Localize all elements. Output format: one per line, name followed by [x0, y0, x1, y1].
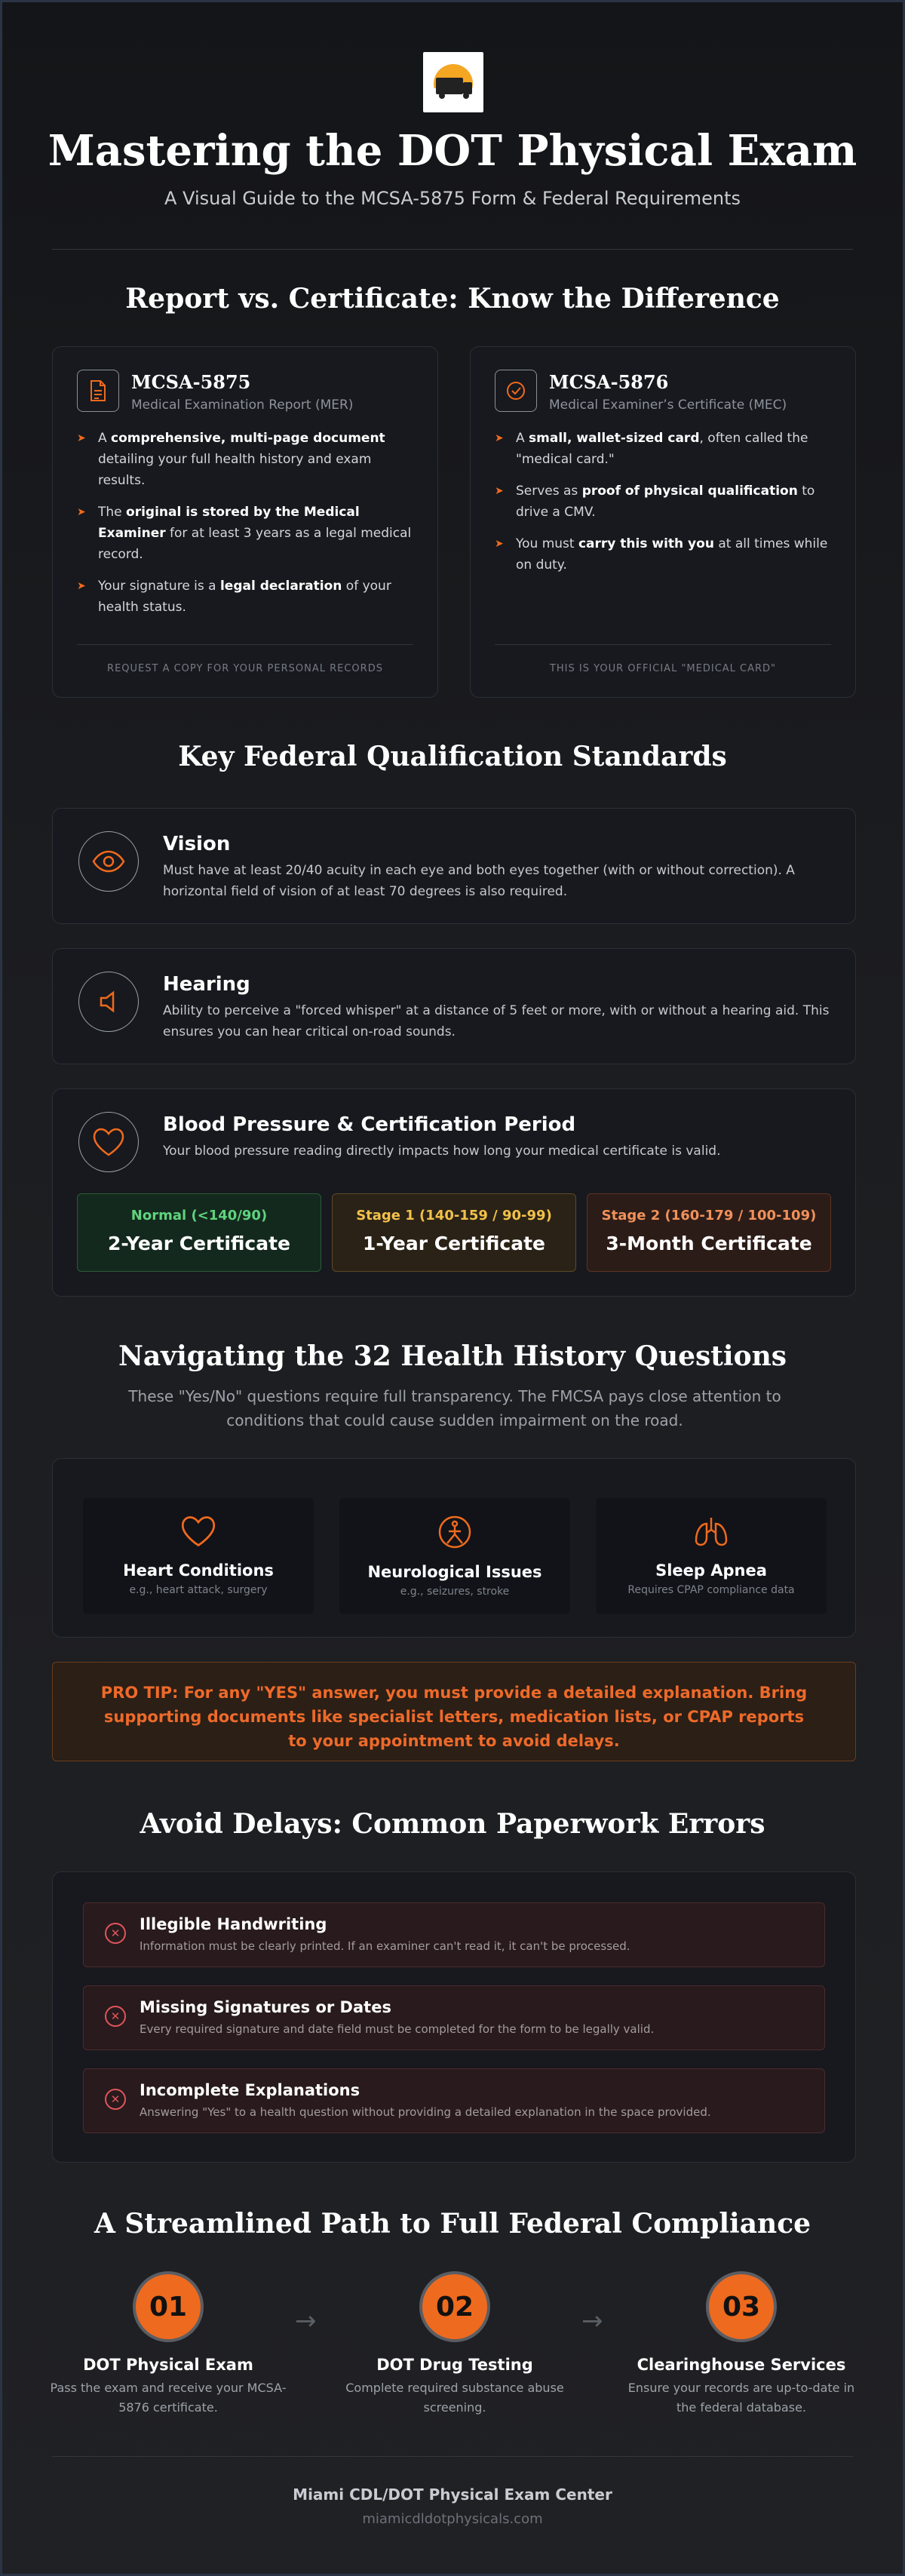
step-clearinghouse [621, 2271, 862, 2418]
error-description: Answering "Yes" to a health question without providing a detailed explanation in the space provided. [140, 2105, 711, 2119]
condition-neurological [339, 1498, 570, 1614]
report-card [52, 346, 438, 698]
blood-pressure-card [52, 1088, 856, 1297]
heart-icon [78, 1112, 139, 1172]
check-badge-icon [495, 370, 537, 412]
error-item-explanations [83, 2068, 825, 2133]
close-circle-icon: ✕ [105, 2006, 126, 2027]
eye-icon [78, 831, 139, 892]
error-description: Information must be clearly printed. If an examiner can't read it, it can't be processed. [140, 1939, 630, 1953]
certificate-bullet: ➤ You must carry this with you at all times while on duty. [495, 533, 831, 576]
page-subtitle: A Visual Guide to the MCSA-5875 Form & Federal Requirements [164, 188, 741, 209]
condition-subtitle: Requires CPAP compliance data [627, 1584, 795, 1596]
pro-tip-callout: PRO TIP: For any "YES" answer, you must provide a detailed explanation. Bring supporting documents like specialist letters, medication lists, or CPAP reports to your appointment to avoid delays. [52, 1662, 856, 1761]
truck-sunset-logo [423, 52, 483, 112]
bp-level-stage2 [587, 1193, 831, 1272]
section-title-path: A Streamlined Path to Full Federal Compliance [94, 2208, 811, 2240]
page-title: Mastering the DOT Physical Exam [48, 126, 857, 176]
condition-title: Heart Conditions [123, 1561, 274, 1580]
person-circle-icon [339, 1515, 570, 1552]
report-form-name: MCSA-5875 [131, 371, 251, 393]
condition-subtitle: e.g., seizures, stroke [400, 1586, 510, 1598]
section-title-comparison: Report vs. Certificate: Know the Difference [125, 283, 780, 315]
errors-panel [52, 1871, 856, 2163]
footer-website-link[interactable]: miamicdldotphysicals.com [362, 2511, 543, 2527]
error-title: Illegible Handwriting [140, 1915, 327, 1933]
step-description: Pass the exam and receive your MCSA-5876 certificate. [50, 2381, 287, 2415]
error-title: Missing Signatures or Dates [140, 1998, 391, 2016]
section-title-errors: Avoid Delays: Common Paperwork Errors [140, 1808, 765, 1840]
bp-level-certificate: 2-Year Certificate [107, 1233, 291, 1254]
report-bullet: ➤ A comprehensive, multi-page document detailing your full health history and exam results. [77, 428, 413, 491]
step-number: 03 [706, 2271, 777, 2342]
arrow-right-icon: → [581, 2306, 603, 2336]
section-title-standards: Key Federal Qualification Standards [178, 741, 727, 772]
bp-level-label: Normal (<140/90) [130, 1208, 268, 1224]
condition-heart [83, 1498, 314, 1614]
vision-title: Vision [163, 833, 231, 855]
step-title: DOT Drug Testing [376, 2356, 533, 2374]
speaker-icon [78, 972, 139, 1032]
health-conditions-panel [52, 1458, 856, 1638]
report-bullet: ➤ Your signature is a legal declaration of your health status. [77, 576, 413, 618]
close-circle-icon: ✕ [105, 2089, 126, 2110]
bp-level-certificate: 1-Year Certificate [362, 1233, 546, 1254]
report-form-subtitle: Medical Examination Report (MER) [131, 398, 354, 413]
arrow-right-icon: → [295, 2306, 317, 2336]
step-description: Complete required substance abuse screening. [345, 2381, 564, 2415]
step-description: Ensure your records are up-to-date in the federal database. [627, 2381, 855, 2415]
certificate-bullet-list [495, 428, 831, 576]
step-title: DOT Physical Exam [83, 2356, 253, 2374]
bp-level-certificate: 3-Month Certificate [606, 1233, 812, 1254]
certificate-form-name: MCSA-5876 [549, 371, 669, 393]
bp-level-label: Stage 2 (160-179 / 100-109) [601, 1208, 817, 1224]
bp-level-stage1 [332, 1193, 576, 1272]
blood-pressure-title: Blood Pressure & Certification Period [163, 1113, 576, 1136]
certificate-card [470, 346, 856, 698]
footer-business-name: Miami CDL/DOT Physical Exam Center [293, 2485, 612, 2504]
report-footer-note: REQUEST A COPY FOR YOUR PERSONAL RECORDS [77, 644, 413, 674]
error-description: Every required signature and date field must be completed for the form to be legally valid. [140, 2022, 655, 2036]
step-number: 01 [133, 2271, 204, 2342]
vision-card [52, 808, 856, 924]
step-drug-testing [334, 2271, 575, 2418]
lungs-icon [596, 1515, 827, 1551]
error-item-handwriting [83, 1902, 825, 1967]
error-title: Incomplete Explanations [140, 2081, 360, 2099]
heart-icon [83, 1515, 314, 1551]
certificate-footer-note: THIS IS YOUR OFFICIAL "MEDICAL CARD" [495, 644, 831, 674]
certificate-bullet: ➤ Serves as proof of physical qualification to drive a CMV. [495, 481, 831, 523]
certificate-bullet: ➤ A small, wallet-sized card, often called the "medical card." [495, 428, 831, 470]
bp-level-label: Stage 1 (140-159 / 90-99) [356, 1208, 552, 1224]
document-icon [77, 370, 119, 412]
hearing-description: Ability to perceive a "forced whisper" at a distance of 5 feet or more, with or without a hearing aid. This ensures you can hear critical on-road sounds. [163, 1003, 830, 1039]
section-title-history: Navigating the 32 Health History Questions [118, 1340, 787, 1372]
close-circle-icon: ✕ [105, 1923, 126, 1944]
divider [52, 2456, 853, 2457]
condition-title: Sleep Apnea [655, 1561, 767, 1580]
hearing-title: Hearing [163, 973, 250, 996]
condition-subtitle: e.g., heart attack, surgery [129, 1584, 268, 1596]
report-bullet: ➤ The original is stored by the Medical Examiner for at least 3 years as a legal medical record. [77, 502, 413, 565]
blood-pressure-description: Your blood pressure reading directly impacts how long your medical certificate is valid. [163, 1144, 721, 1159]
condition-title: Neurological Issues [367, 1563, 542, 1581]
report-bullet-list [77, 428, 413, 618]
divider [52, 249, 853, 250]
step-number: 02 [419, 2271, 490, 2342]
step-dot-physical [48, 2271, 289, 2418]
bp-level-normal [77, 1193, 321, 1272]
vision-description: Must have at least 20/40 acuity in each eye and both eyes together (with or without correction). A horizontal field of vision of at least 70 degrees is also required. [163, 863, 795, 899]
certificate-form-subtitle: Medical Examiner’s Certificate (MEC) [549, 398, 787, 413]
condition-sleep-apnea [596, 1498, 827, 1614]
error-item-signatures [83, 1985, 825, 2050]
hearing-card [52, 948, 856, 1064]
step-title: Clearinghouse Services [637, 2356, 846, 2374]
history-intro: These "Yes/No" questions require full transparency. The FMCSA pays close attention to conditions that could cause sudden impairment on the road. [128, 1387, 781, 1429]
